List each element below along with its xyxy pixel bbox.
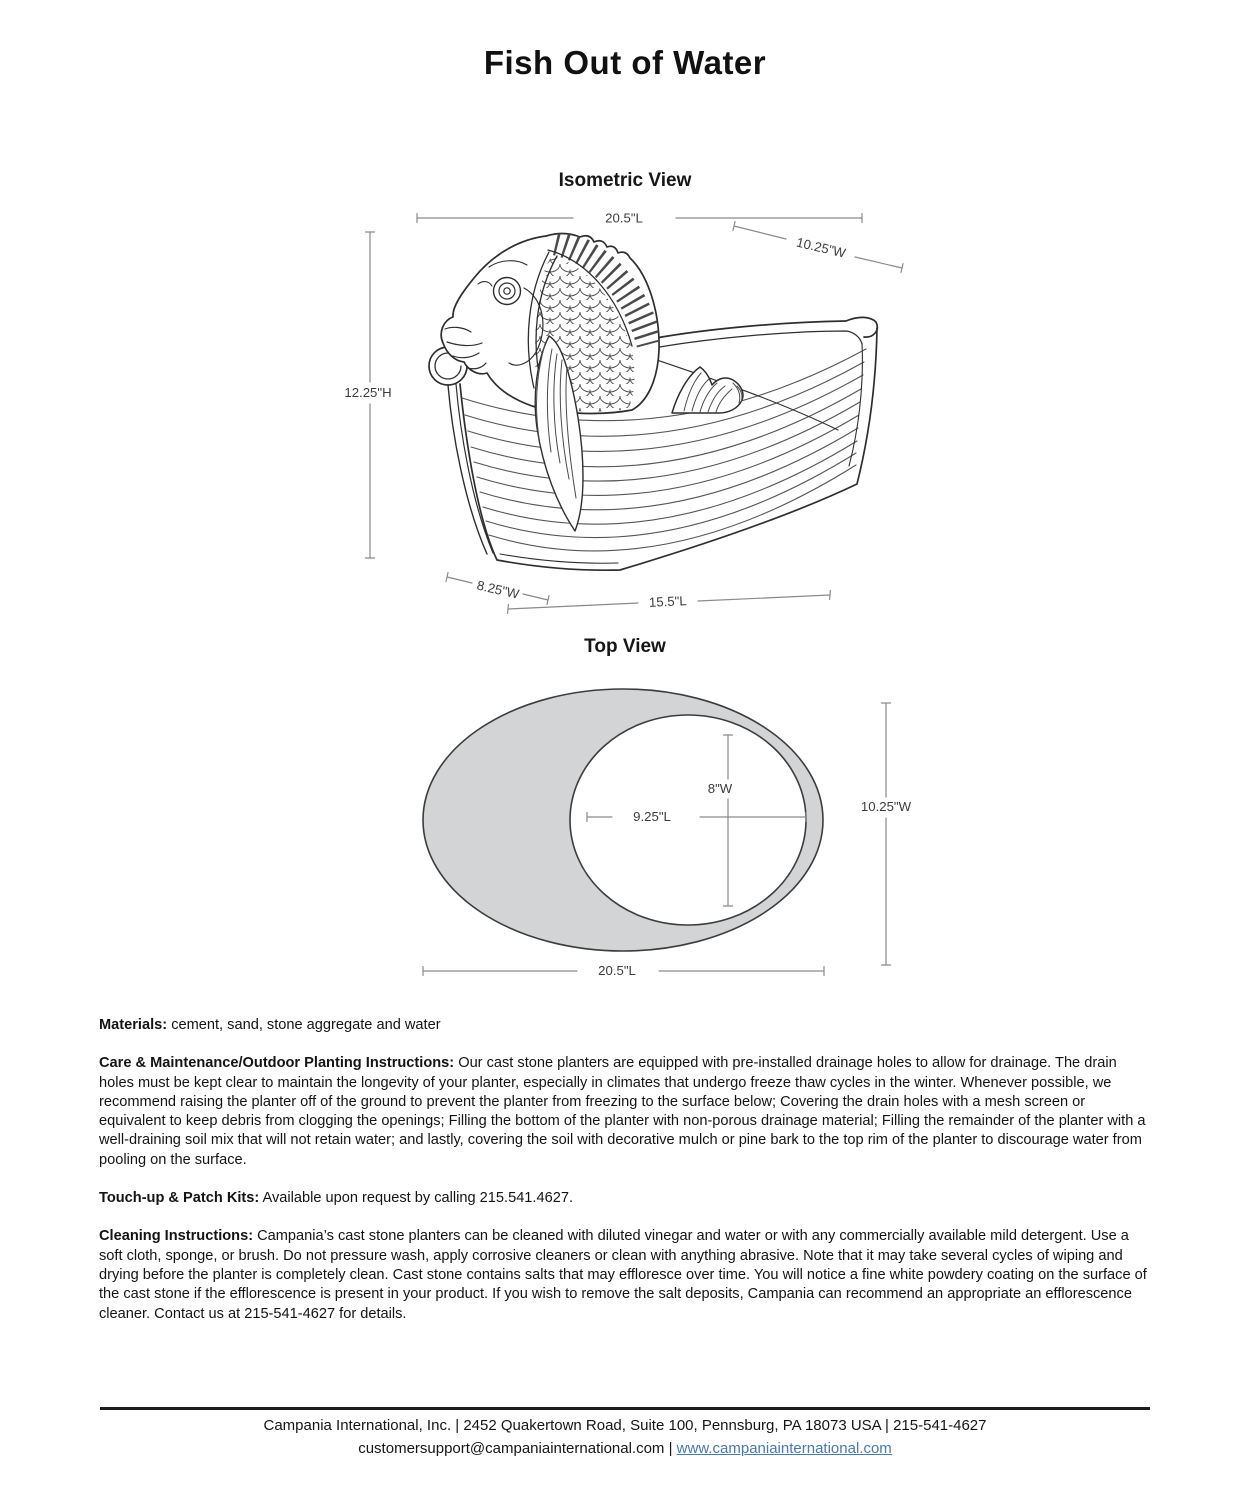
footer-website-link[interactable]: www.campaniainternational.com (676, 1440, 892, 1457)
dim-label-bottom-length: 15.5"L (648, 593, 687, 610)
footer-email: customersupport@campaniainternational.com | (358, 1440, 673, 1457)
dim-label-overall-width: 10.25"W (860, 799, 912, 814)
top-view-heading: Top View (584, 636, 666, 657)
fish-tail-fin (672, 367, 743, 413)
footer (0, 1414, 1250, 1460)
touchup-label: Touch-up & Patch Kits: (99, 1190, 260, 1207)
dim-label-top-width: 10.25"W (794, 234, 848, 261)
dim-label-bottom-width: 8.25"W (475, 577, 521, 602)
dim-label-height: 12.25"H (344, 385, 392, 400)
footer-contact-line (0, 1437, 1250, 1460)
touchup-text: Available upon request by calling 215.541.4627. (262, 1190, 574, 1207)
page-title: Fish Out of Water (483, 44, 767, 81)
isometric-drawing (344, 211, 903, 614)
cleaning-label: Cleaning Instructions: (99, 1228, 254, 1245)
care-label: Care & Maintenance/Outdoor Planting Instructions: (99, 1055, 455, 1072)
dim-label-opening-width: 8"W (707, 781, 733, 796)
fish-figure (441, 234, 659, 532)
dim-label-opening-length: 9.25"L (633, 809, 671, 824)
footer-address-line: Campania International, Inc. | 2452 Quakertown Road, Suite 100, Pennsburg, PA 18073 USA | 215-541-4627 (263, 1417, 987, 1434)
cleaning-text: Campania’s cast stone planters can be cleaned with diluted vinegar and water or with any commercially available mild detergent. Use a soft cloth, sponge, or brush. Do not pressure wash, apply corrosive cleaners or clean with anything abrasive. Note that it may take several cycles of wiping and drying before the planter is completely clean. Cast stone contains salts that may effloresce over time. You will notice a fine white powdery coating on the surface of the cast stone if the efflorescence is present in your product. If you wish to remove the salt deposits, Campania can recommend an appropriate an efflorescence cleaner. Contact us at 215-541-4627 for details. (99, 1228, 1147, 1322)
materials-text: cement, sand, stone aggregate and water (171, 1017, 441, 1033)
paragraph-touchup-kits (99, 1189, 1155, 1208)
paragraph-cleaning (99, 1227, 1155, 1323)
footer-divider (100, 1407, 1150, 1410)
isometric-view-heading: Isometric View (558, 170, 692, 191)
paragraph-care-maintenance (99, 1054, 1155, 1170)
care-text: Our cast stone planters are equipped with pre-installed drainage holes to allow for drainage. The drain holes must be kept clear to maintain the longevity of your planter, especially in climates that undergo freeze thaw cycles in the winter. Whenever possible, we recommend raising the planter off of the ground to prevent the planter from freezing to the surface below; Covering the drain holes with a mesh screen or equivalent to keep debris from clogging the openings; Filling the bottom of the planter with non-porous drainage material; Filling the remainder of the planter with a well-draining soil mix that will not retain water; and lastly, covering the soil with decorative mulch or pine bark to the top rim of the planter to discourage water from pooling on the surface. (99, 1055, 1146, 1168)
planter-opening (570, 715, 806, 925)
instructions-block (99, 1016, 1155, 1343)
dim-label-top-length: 20.5"L (605, 210, 643, 226)
top-view-drawing (423, 689, 912, 978)
dim-label-overall-length: 20.5"L (598, 963, 636, 978)
materials-label: Materials: (99, 1017, 168, 1033)
paragraph-materials (99, 1016, 1155, 1035)
